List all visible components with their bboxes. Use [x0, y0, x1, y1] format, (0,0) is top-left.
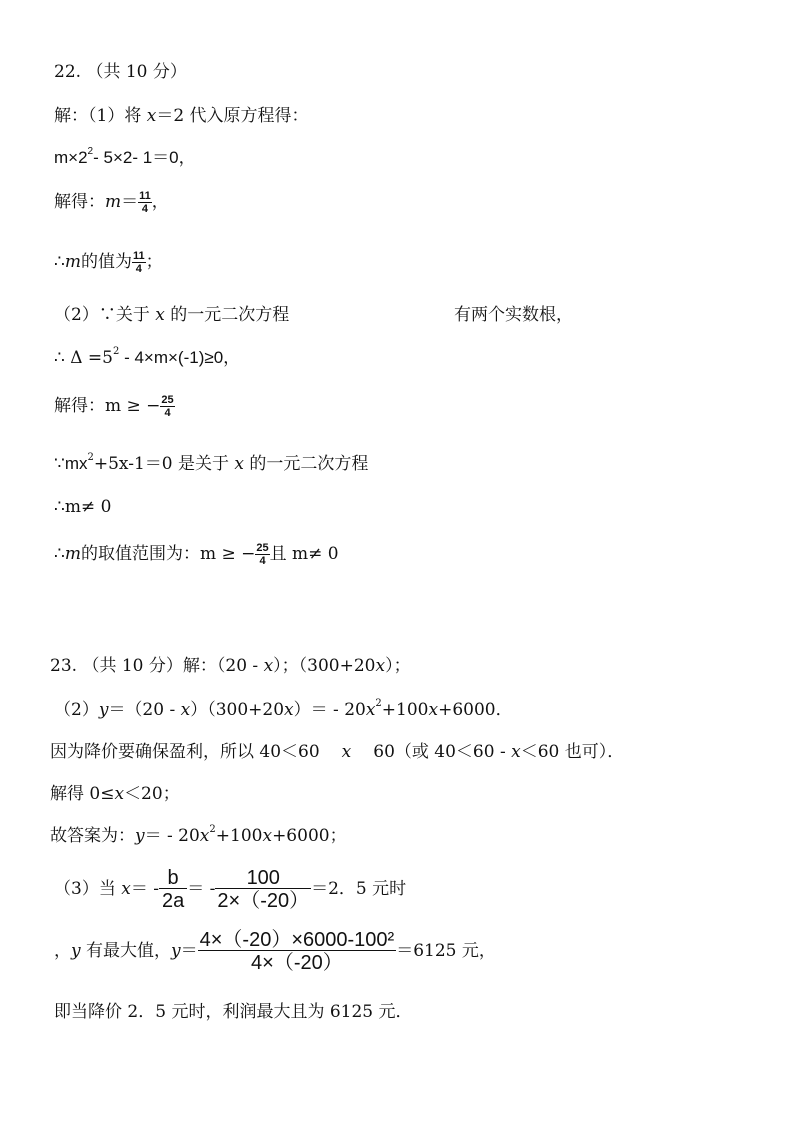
q22-line-6: ∴ $\Delta =5^2 - 4\times m\times(-1)\ge 0$， — [54, 346, 241, 368]
q22-line-5: （2）∵关于 x 的一元二次方程 — [54, 305, 290, 325]
q22-line-10: ∴m的取值范围为：m ≥ − $\frac{25}{4}$ 且 m≠ 0 — [54, 541, 339, 567]
q22-line-7: 解得：m ≥ − $\frac{25}{4}$ — [54, 393, 174, 419]
q22-line-5-tail: 有两个实数根， — [454, 305, 573, 325]
q22-line-8: $\because mx^2+5x-1=0$ 是关于 x 的一元二次方程 — [54, 452, 369, 474]
q22-line-3: 解得：m＝ $\frac{11}{4}$ ， — [54, 189, 169, 215]
q23-line-3: 因为降价要确保盈利，所以 40＜60 x 60（或 40＜60 - x＜60 也可）． — [50, 742, 625, 762]
q22-line-9: ∴m≠ 0 — [54, 497, 112, 517]
fraction-100-over-2x-neg20: $\frac{100}{2\times(-20)}$ — [217, 867, 310, 912]
q23-line-5: 故答案为：$y= - 20x^2+100x+6000$； — [50, 824, 347, 846]
q23-line-2: $(2)y=(20 - x)(300+20x)= - 20x^2+100x+6000$． — [54, 698, 513, 720]
q22-heading: 22. （共 10 分） — [54, 62, 187, 82]
fraction-b-2a: $\frac{b}{2a}$ — [159, 868, 187, 911]
q23-line-7: ，y 有最大值，y＝ $\frac{\text{4×（-20）×6000-100²}}{4\times(-20)}$ ＝6125 元， — [54, 929, 496, 974]
q22-line-1: 解：（1）将 x＝2 代入原方程得： — [54, 106, 309, 126]
fraction-25-4: $\frac{25}{4}$ — [161, 393, 174, 419]
q23-line-1: 23. （共 10 分）解：（20 - x）；（300+20x）； — [50, 656, 411, 676]
fraction-11-4: $\frac{11}{4}$ — [132, 249, 145, 275]
q23-line-6: （3）当 x＝ - $\frac{b}{2a}$ ＝ - $\frac{100}{2\times(-20)}$ ＝2．5 元时 — [54, 867, 407, 912]
q23-line-4: 解得 0≤x＜20； — [50, 784, 180, 804]
fraction-11-4: $\frac{11}{4}$ — [139, 189, 151, 215]
q22-line-2: $m\times 2^2-$ 5×2- 1＝0， — [54, 146, 196, 167]
q23-line-8: 即当降价 2．5 元时，利润最大且为 6125 元． — [54, 1002, 413, 1022]
q22-line-4: ∴m的值为 $\frac{11}{4}$ ； — [54, 249, 163, 275]
fraction-25-4: $\frac{25}{4}$ — [256, 541, 269, 567]
fraction-max-profit: $\frac{\text{4×（-20）×6000-100²}}{4\times(-20)}$ — [199, 929, 395, 974]
